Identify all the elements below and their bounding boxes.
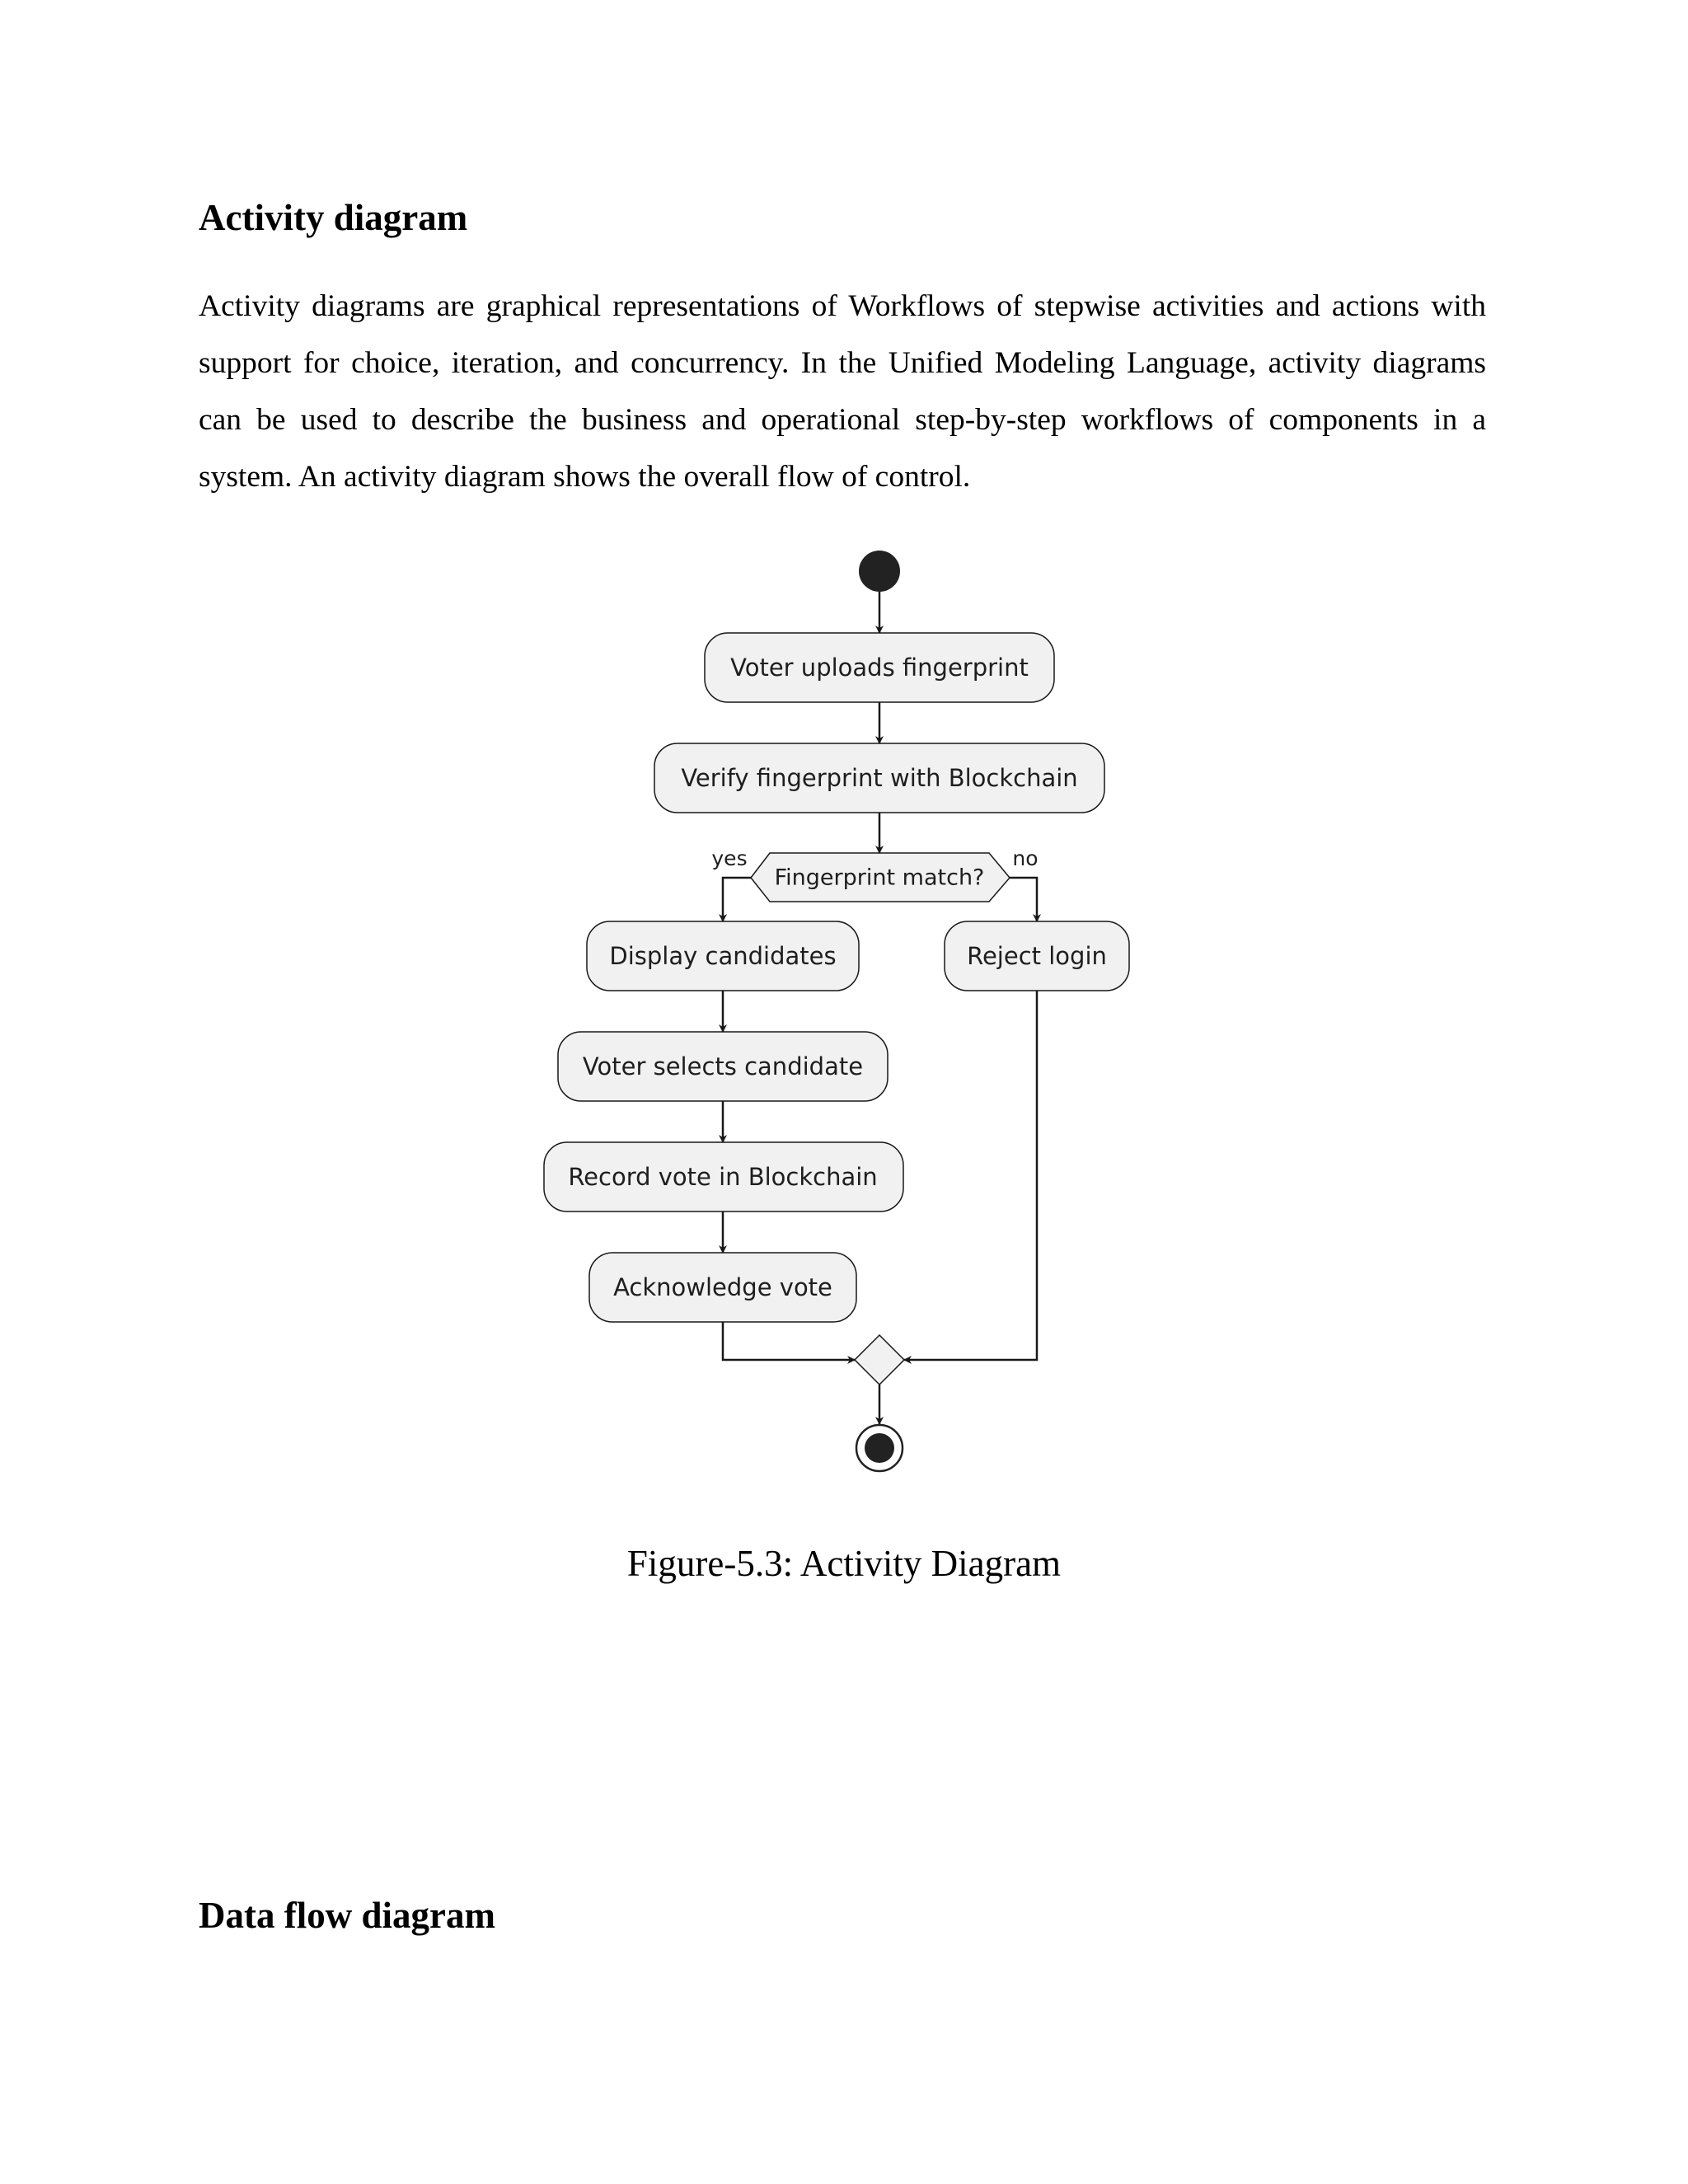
activity-record bbox=[544, 1142, 903, 1212]
section-heading-data-flow-diagram: Data flow diagram bbox=[199, 1895, 495, 1936]
edge-reject-to-merge bbox=[904, 991, 1037, 1360]
activity-verify bbox=[654, 743, 1104, 813]
activity-upload bbox=[705, 633, 1054, 702]
decision-label: Fingerprint match? bbox=[774, 865, 985, 891]
branch-label-yes: yes bbox=[711, 846, 748, 870]
figure-caption: Figure-5.3: Activity Diagram bbox=[626, 1543, 1062, 1584]
activity-upload-label: Voter uploads fingerprint bbox=[730, 654, 1029, 682]
section-paragraph: Activity diagrams are graphical representations of Workflows of stepwise activities and actions with support for choice, iteration, and concurrency. In the Unified Modeling Language, activity diagrams can be used to describe the business and operational step-by-step workflows of components in a system. An activity diagram shows the overall flow of control. bbox=[199, 289, 1486, 494]
edge-acknowledge-to-merge bbox=[723, 1322, 855, 1360]
activity-reject-label: Reject login bbox=[967, 942, 1107, 970]
activity-select-label: Voter selects candidate bbox=[582, 1052, 864, 1080]
activity-display-label: Display candidates bbox=[609, 942, 837, 970]
activity-reject bbox=[945, 921, 1129, 991]
edge-decision-no bbox=[1010, 878, 1037, 921]
decision-node bbox=[751, 853, 1010, 902]
edge-decision-yes bbox=[723, 878, 751, 921]
activity-acknowledge-label: Acknowledge vote bbox=[613, 1273, 832, 1301]
section-heading-activity-diagram: Activity diagram bbox=[199, 197, 468, 238]
activity-select bbox=[558, 1032, 888, 1101]
end-node bbox=[856, 1425, 903, 1471]
activity-acknowledge bbox=[589, 1253, 856, 1322]
activity-verify-label: Verify fingerprint with Blockchain bbox=[681, 764, 1078, 792]
activity-display bbox=[587, 921, 859, 991]
branch-label-no: no bbox=[1012, 846, 1039, 870]
activity-record-label: Record vote in Blockchain bbox=[568, 1163, 878, 1191]
start-node bbox=[859, 551, 900, 592]
merge-node bbox=[855, 1335, 904, 1385]
